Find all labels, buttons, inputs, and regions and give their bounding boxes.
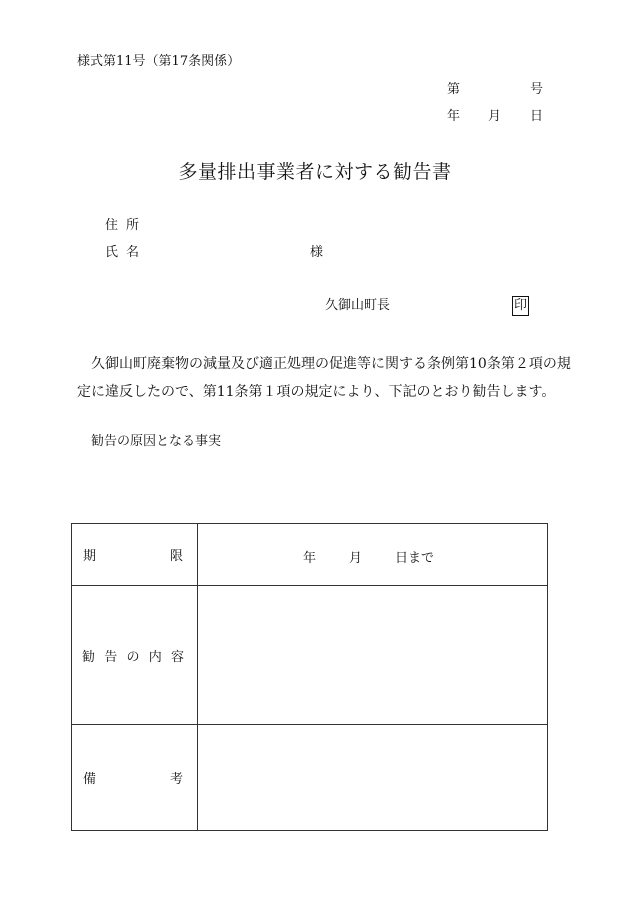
- issuer-name: 久御山町長: [325, 298, 391, 313]
- remarks-label-char: 考: [169, 772, 183, 787]
- recipient-name-label: 氏名: [105, 245, 148, 260]
- content-label-char: 容: [170, 649, 184, 665]
- deadline-value-cell[interactable]: [198, 524, 548, 586]
- facts-heading: 勧告の原因となる事実: [91, 434, 222, 449]
- deadline-year: 年: [303, 551, 317, 566]
- deadline-label-char: 限: [169, 549, 183, 564]
- notice-table: [71, 523, 548, 831]
- remarks-label-cell: [72, 725, 198, 831]
- document-number-suffix: 号: [530, 82, 544, 97]
- table-row-deadline: [72, 524, 548, 586]
- issue-date-month: 月: [488, 109, 502, 124]
- notice-body: [77, 350, 571, 406]
- content-label-char: の: [126, 649, 140, 665]
- table-row-content: [72, 586, 548, 725]
- deadline-day: 日まで: [395, 551, 435, 566]
- issue-date-year: 年: [447, 109, 461, 124]
- seal-mark: 印: [512, 296, 529, 316]
- deadline-month: 月: [349, 551, 363, 566]
- notice-body-line: 久御山町廃棄物の減量及び適正処理の促進等に関する条例第10条第２項の規: [91, 356, 571, 372]
- content-label-char: 勧: [82, 649, 96, 665]
- content-value-cell[interactable]: [198, 586, 548, 725]
- content-label-char: 内: [148, 649, 162, 665]
- notice-body-line: 定に違反したので、第11条第１項の規定により、下記のとおり勧告します。: [77, 384, 556, 400]
- issue-date-day: 日: [530, 109, 544, 124]
- remarks-value-cell[interactable]: [198, 725, 548, 831]
- table-row-remarks: [72, 725, 548, 831]
- recipient-honorific: 様: [310, 245, 324, 260]
- document-number-prefix: 第: [447, 82, 461, 97]
- deadline-label-cell: [72, 524, 198, 586]
- remarks-label-char: 備: [83, 772, 97, 787]
- form-number: 様式第11号（第17条関係）: [77, 54, 241, 69]
- content-label-char: 告: [104, 649, 118, 665]
- recipient-address-label: 住所: [105, 218, 148, 233]
- content-label-cell: [72, 586, 198, 725]
- document-title: 多量排出事業者に対する勧告書: [178, 161, 452, 183]
- deadline-label-char: 期: [83, 549, 97, 564]
